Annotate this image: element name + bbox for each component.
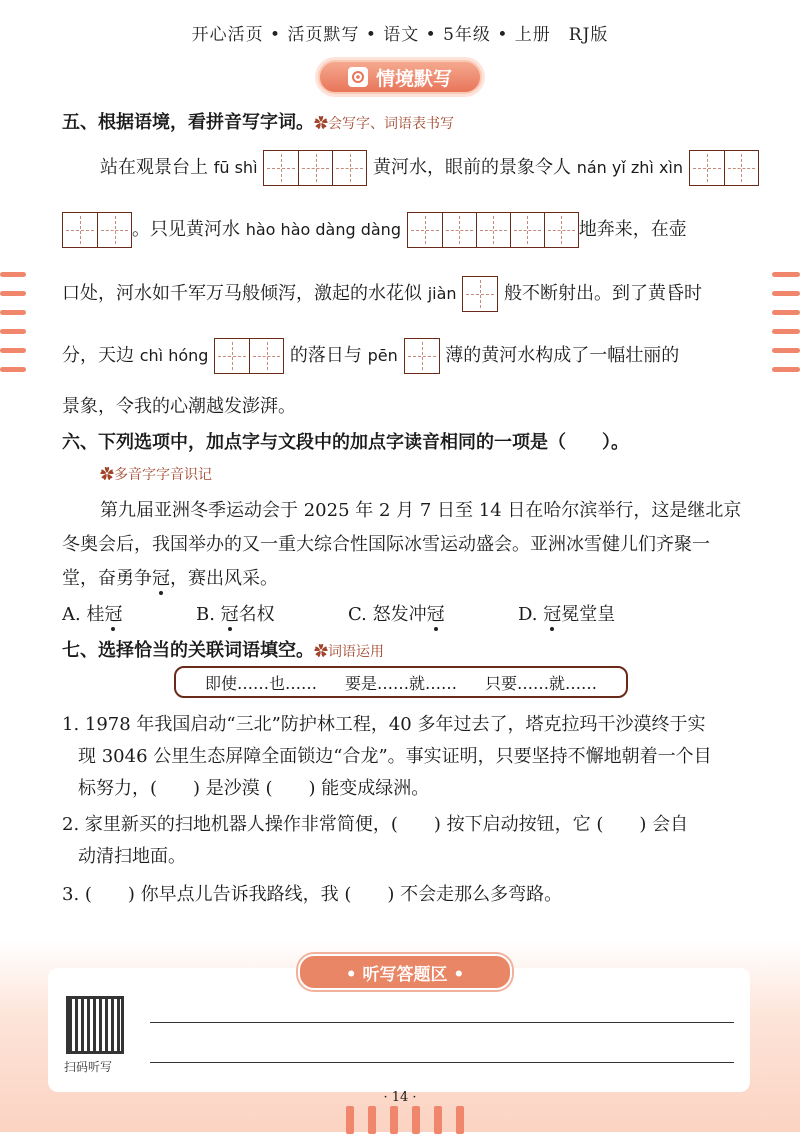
banner-label: 情境默写	[375, 67, 452, 90]
page-number: · 14 ·	[383, 1090, 417, 1105]
flower-icon	[348, 67, 368, 87]
pinyin: pēn	[367, 346, 398, 365]
pinyin: fū shì	[213, 158, 258, 177]
q5-line-2: 。只见黄河水 hào hào dàng dàng 地奔来，在壶	[62, 212, 687, 248]
skill-tag: ✿多音字字音识记	[100, 467, 212, 483]
dotted-char: 冠	[152, 568, 170, 589]
skill-tag: ✿词语运用	[314, 644, 384, 660]
item-2-line-2: 动清扫地面。	[78, 846, 186, 867]
answer-boxes[interactable]	[214, 338, 284, 374]
writing-line[interactable]	[150, 1062, 734, 1063]
item-1-line-2: 现 3046 公里生态屏障全面锁边“合龙”。事实证明，只要坚持不懈地朝着一个目	[78, 746, 712, 767]
answer-boxes[interactable]	[263, 150, 367, 186]
answer-boxes[interactable]	[462, 276, 498, 312]
option-a[interactable]: A. 桂冠	[62, 604, 123, 625]
scan-label: 扫码听写	[64, 1060, 113, 1074]
writing-line[interactable]	[150, 1022, 734, 1023]
answer-boxes[interactable]	[407, 212, 579, 248]
q5-line-1: 站在观景台上 fū shì 黄河水，眼前的景象令人 nán yǐ zhì xìn	[100, 150, 759, 186]
right-stripe-decoration	[772, 272, 800, 372]
section-banner	[318, 60, 482, 94]
item-1-line-3: 标努力，( ) 是沙漠 ( ) 能变成绿洲。	[78, 778, 430, 799]
left-stripe-decoration	[0, 272, 26, 372]
pinyin: chì hóng	[139, 346, 209, 365]
bottom-bars-decoration	[346, 1106, 464, 1134]
word-option: 即使……也……	[204, 673, 317, 693]
answer-boxes[interactable]	[404, 338, 440, 374]
q5-line-4: 分，天边 chì hóng 的落日与 pēn 薄的黄河水构成了一幅壮丽的	[62, 338, 679, 374]
q6-passage-line-2: 冬奥会后，我国举办的又一重大综合性国际冰雪运动盛会。亚洲冰雪健儿们齐聚一	[62, 534, 710, 555]
pinyin: jiàn	[427, 284, 457, 303]
qr-code-icon[interactable]	[66, 996, 124, 1054]
dictation-title: • 听写答题区 •	[298, 954, 512, 990]
word-option: 要是……就……	[344, 673, 457, 693]
q5-line-3: 口处，河水如千军万马般倾泻，激起的水花似 jiàn 般不断射出。到了黄昏时	[62, 276, 702, 312]
item-3: 3. ( ) 你早点儿告诉我路线，我 ( ) 不会走那么多弯路。	[62, 884, 563, 905]
page-header: 开心活页 • 活页默写 • 语文 • 5年级 • 上册 RJ版	[191, 25, 609, 45]
answer-boxes[interactable]	[689, 150, 759, 186]
q6-passage-line-1: 第九届亚洲冬季运动会于 2025 年 2 月 7 日至 14 日在哈尔滨举行，这是继北京	[100, 500, 742, 521]
word-option: 只要……就……	[485, 673, 598, 693]
question-5-title: 五、根据语境，看拼音写字词。✿会写字、词语表书写	[62, 112, 454, 133]
option-c[interactable]: C. 怒发冲冠	[348, 604, 445, 625]
pinyin: hào hào dàng dàng	[245, 220, 401, 239]
word-bank	[174, 666, 628, 698]
pinyin: nán yǐ zhì xìn	[576, 158, 684, 177]
option-d[interactable]: D. 冠冕堂皇	[518, 604, 616, 625]
question-7-title: 七、选择恰当的关联词语填空。✿词语运用	[62, 640, 384, 661]
question-6-title: 六、下列选项中，加点字与文段中的加点字读音相同的一项是（ ）。	[62, 432, 629, 453]
item-2-line-1: 2. 家里新买的扫地机器人操作非常简便，( ) 按下启动按钮，它 ( ) 会自	[62, 814, 689, 835]
item-1-line-1: 1. 1978 年我国启动“三北”防护林工程，40 多年过去了，塔克拉玛干沙漠终于实	[62, 714, 706, 735]
q6-passage-line-3: 堂，奋勇争冠，赛出风采。	[62, 568, 278, 589]
skill-tag: ✿会写字、词语表书写	[314, 116, 454, 132]
option-b[interactable]: B. 冠名权	[196, 604, 275, 625]
q5-line-5: 景象，令我的心潮越发澎湃。	[62, 396, 296, 417]
answer-boxes[interactable]	[62, 212, 132, 248]
